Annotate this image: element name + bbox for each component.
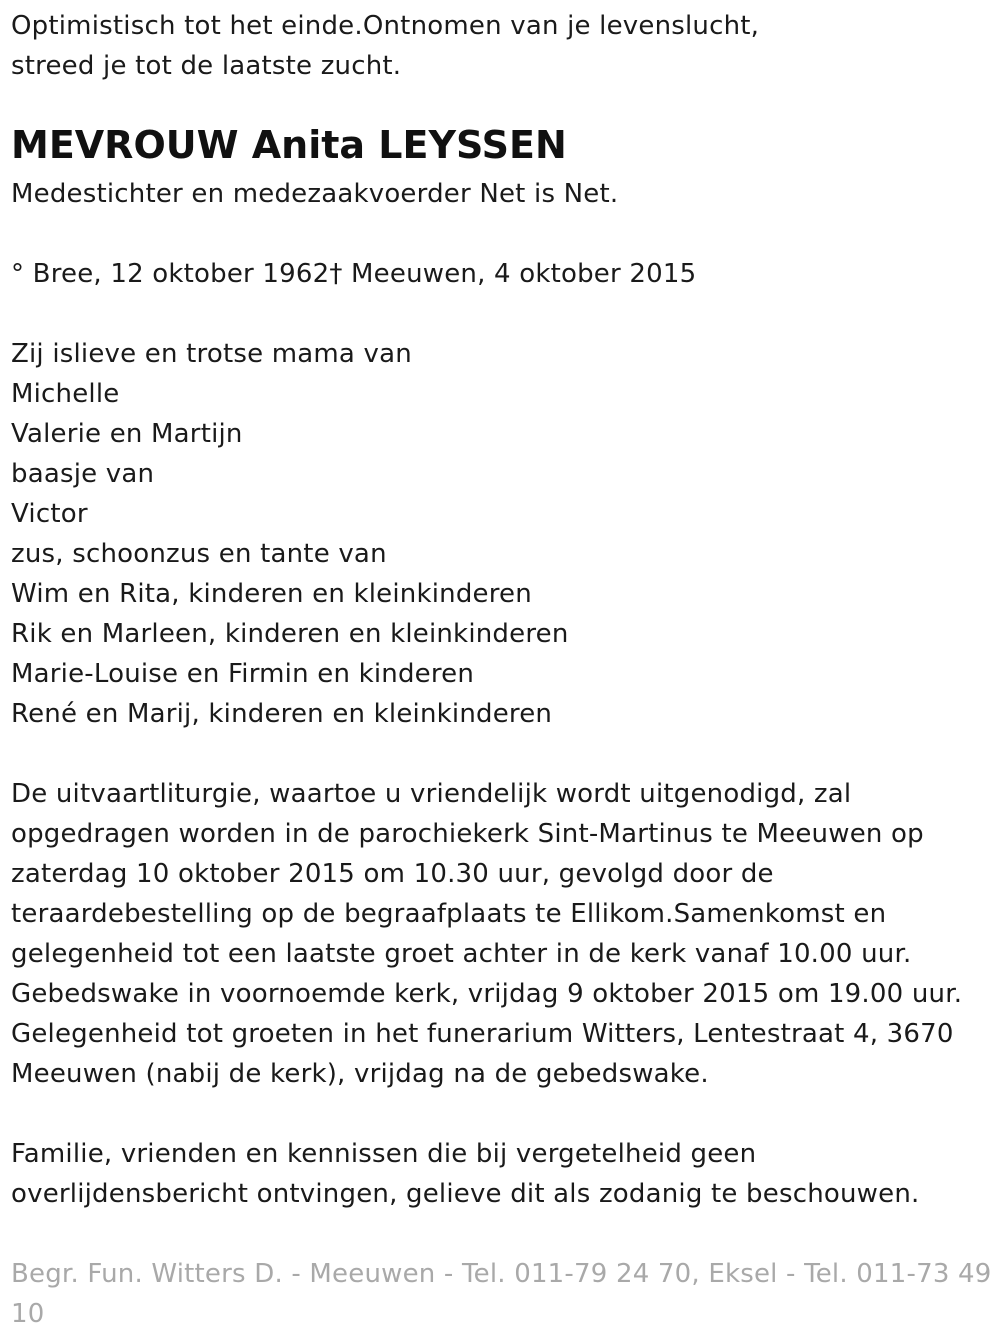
notice-line: overlijdensbericht ontvingen, gelieve dit als zodanig te beschouwen. bbox=[11, 1179, 920, 1209]
intro-line: Optimistisch tot het einde.Ontnomen van je levenslucht, bbox=[11, 11, 760, 41]
ceremony-line: De uitvaartliturgie, waartoe u vriendelijk wordt uitgenodigd, zal bbox=[11, 779, 852, 809]
family-line: Rik en Marleen, kinderen en kleinkinderen bbox=[11, 619, 569, 649]
ceremony-details bbox=[11, 774, 962, 1094]
family-line: Victor bbox=[11, 499, 88, 529]
family-line: René en Marij, kinderen en kleinkinderen bbox=[11, 699, 553, 729]
family-line: zus, schoonzus en tante van bbox=[11, 539, 387, 569]
family-line: baasje van bbox=[11, 459, 155, 489]
footer-line: Begr. Fun. Witters D. - Meeuwen - Tel. 011-79 24 70, Eksel - Tel. 011-73 49 bbox=[11, 1259, 992, 1289]
ceremony-line: zaterdag 10 oktober 2015 om 10.30 uur, gevolgd door de bbox=[11, 859, 774, 889]
ceremony-line: Meeuwen (nabij de kerk), vrijdag na de gebedswake. bbox=[11, 1059, 709, 1089]
ceremony-line: opgedragen worden in de parochiekerk Sint-Martinus te Meeuwen op bbox=[11, 819, 924, 849]
deceased-name: MEVROUW Anita LEYSSEN bbox=[11, 123, 567, 167]
ceremony-line: gelegenheid tot een laatste groet achter in de kerk vanaf 10.00 uur. bbox=[11, 939, 912, 969]
intro-line: streed je tot de laatste zucht. bbox=[11, 51, 402, 81]
ceremony-line: Gelegenheid tot groeten in het funerarium Witters, Lentestraat 4, 3670 bbox=[11, 1019, 954, 1049]
notice-paragraph bbox=[11, 1134, 919, 1214]
family-line: Marie-Louise en Firmin en kinderen bbox=[11, 659, 475, 689]
birth-death-dates: ° Bree, 12 oktober 1962† Meeuwen, 4 oktober 2015 bbox=[11, 259, 697, 289]
footer-line: 10 bbox=[11, 1299, 45, 1329]
funeral-home-footer bbox=[11, 1254, 992, 1334]
notice-line: Familie, vrienden en kennissen die bij vergetelheid geen bbox=[11, 1139, 757, 1169]
ceremony-line: Gebedswake in voornoemde kerk, vrijdag 9 oktober 2015 om 19.00 uur. bbox=[11, 979, 963, 1009]
family-line: Wim en Rita, kinderen en kleinkinderen bbox=[11, 579, 532, 609]
family-line: Zij islieve en trotse mama van bbox=[11, 339, 412, 369]
deceased-role: Medestichter en medezaakvoerder Net is Net. bbox=[11, 179, 619, 209]
family-list bbox=[11, 334, 569, 734]
family-line: Michelle bbox=[11, 379, 120, 409]
family-line: Valerie en Martijn bbox=[11, 419, 243, 449]
ceremony-line: teraardebestelling op de begraafplaats te Ellikom.Samenkomst en bbox=[11, 899, 887, 929]
intro-verse bbox=[11, 6, 759, 86]
